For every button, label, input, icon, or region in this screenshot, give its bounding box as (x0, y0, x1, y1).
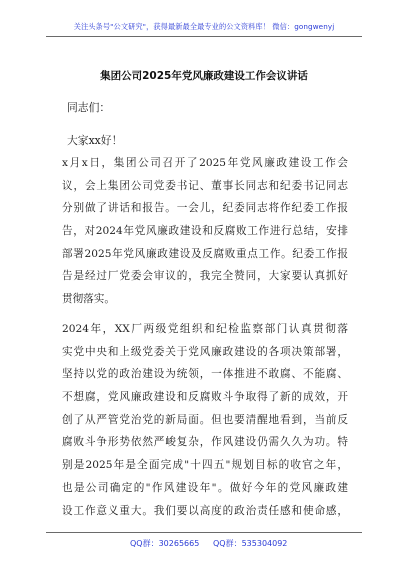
footer (0, 538, 408, 550)
paragraph-line: 腐败斗争形势依然严峻复杂，作风建设仍需久久为功。特 (62, 436, 348, 449)
paragraph-line: 贯彻落实。 (62, 293, 115, 306)
footer-divider (46, 532, 362, 533)
paragraph-line: x月x日，集团公司召开了2025年党风廉政建设工作会 (62, 157, 348, 169)
paragraph-line: 创了从严管党治党的新局面。但也要清醒地看到，当前反 (62, 413, 348, 426)
paragraph-line: 告是经过厂党委会审议的，我完全赞同，大家要认真抓好 (62, 270, 348, 283)
paragraph-line: 分别做了讲话和报告。一会儿，纪委同志将作纪委工作报 (62, 202, 348, 215)
paragraph-1 (62, 152, 348, 311)
paragraph-line: 部署2025年党风廉政建设及反腐败重点工作。纪委工作报 (62, 247, 348, 260)
paragraph-line: 也是公司确定的"作风建设年"。做好今年的党风廉政建 (62, 481, 348, 494)
paragraph-2 (62, 318, 348, 522)
paragraph-line: 设工作意义重大。我们要以高度的政治责任感和使命感， (62, 504, 348, 517)
qq-group-1: QQ群：30265665 (130, 539, 200, 548)
paragraph-line: 坚持以党的政治建设为统领，一体推进不敢腐、不能腐、 (62, 368, 348, 381)
promo-header: 关注头条号"公文研究"，获得最新最全最专业的公文资料库！ 微信：gongwenyj (73, 22, 335, 31)
greeting-line: 大家xx好！ (67, 134, 123, 147)
header-divider (46, 36, 362, 37)
paragraph-line: 议，会上集团公司党委书记、董事长同志和纪委书记同志 (62, 179, 348, 192)
paragraph-line: 告，对2024年党风廉政建设和反腐败工作进行总结，安排 (62, 225, 348, 238)
paragraph-line: 实党中央和上级党委关于党风廉政建设的各项决策部署， (62, 345, 348, 358)
paragraph-line: 不想腐，党风廉政建设和反腐败斗争取得了新的成效，开 (62, 391, 348, 404)
paragraph-line: 别是2025年是全面完成"十四五"规划目标的收官之年， (62, 459, 348, 472)
paragraph-line: 2024年，XX厂两级党组织和纪检监察部门认真贯彻落 (62, 323, 348, 335)
document-title: 集团公司2025年党风廉政建设工作会议讲话 (100, 70, 308, 82)
salutation: 同志们： (67, 101, 111, 114)
qq-group-2: QQ群：535304092 (213, 539, 288, 548)
